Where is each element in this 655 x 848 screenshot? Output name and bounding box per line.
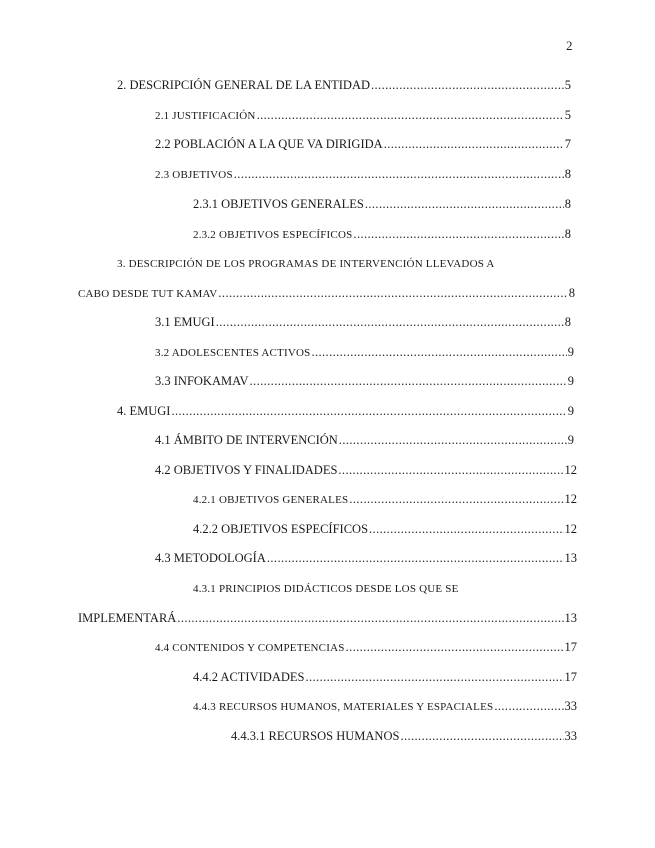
toc-entry-text: 2.3.2 OBJETIVOS ESPECÍFICOS — [193, 229, 353, 241]
dot-leader — [338, 462, 563, 478]
dot-leader — [346, 639, 564, 655]
toc-entry-page: 12 — [564, 522, 577, 536]
toc-entry-page: 5 — [564, 108, 571, 122]
toc-entry-page: 9 — [567, 374, 574, 388]
toc-entry[interactable] — [193, 491, 577, 508]
toc-entry[interactable] — [193, 226, 571, 243]
toc-entry-text: 4.4.3 RECURSOS HUMANOS, MATERIALES Y ESPACIALES — [193, 701, 494, 713]
toc-entry-text: 2. DESCRIPCIÓN GENERAL DE LA ENTIDAD — [117, 78, 370, 92]
toc-entry-page: 17 — [564, 670, 577, 684]
toc-entry[interactable] — [155, 373, 574, 389]
dot-leader — [311, 344, 566, 360]
toc-entry-wrapped-line[interactable] — [193, 580, 459, 597]
toc-entry[interactable] — [117, 403, 574, 419]
page-number: 2 — [566, 38, 573, 53]
toc-entry-page: 12 — [564, 492, 577, 506]
toc-entry-text: 2.3 OBJETIVOS — [155, 169, 233, 181]
toc-entry-page: 8 — [564, 197, 571, 211]
toc-entry-page: 33 — [564, 729, 577, 743]
toc-entry-text: 3.2 ADOLESCENTES ACTIVOS — [155, 347, 311, 359]
toc-entry-page: 13 — [564, 611, 577, 625]
dot-leader — [365, 196, 564, 212]
dot-leader — [494, 698, 563, 714]
toc-entry-page: 17 — [564, 640, 577, 654]
toc-entry[interactable] — [231, 728, 577, 744]
dot-leader — [400, 728, 563, 744]
toc-entry-text: 4.4.2 ACTIVIDADES — [193, 670, 305, 684]
dot-leader — [171, 403, 566, 419]
toc-entry[interactable] — [193, 196, 571, 212]
dot-leader — [353, 226, 563, 242]
dot-leader — [250, 373, 567, 389]
toc-entry[interactable] — [193, 669, 577, 685]
toc-entry-text: 3.1 EMUGI — [155, 315, 215, 329]
dot-leader — [384, 136, 564, 152]
dot-leader — [369, 521, 563, 537]
toc-entry-text: 3. DESCRIPCIÓN DE LOS PROGRAMAS DE INTERVENCIÓN LLEVADOS A — [117, 258, 495, 270]
toc-entry-page: 13 — [564, 551, 577, 565]
toc-entry[interactable] — [117, 77, 571, 93]
toc-entry[interactable] — [78, 285, 575, 302]
toc-entry-page: 8 — [564, 227, 571, 241]
toc-entry-text: 4.1 ÁMBITO DE INTERVENCIÓN — [155, 433, 338, 447]
toc-entry-text: 4.2.2 OBJETIVOS ESPECÍFICOS — [193, 522, 369, 536]
toc-entry[interactable] — [155, 550, 577, 566]
toc-entry-text: CABO DESDE TUT KAMAV — [78, 288, 218, 300]
dot-leader — [257, 107, 564, 123]
toc-entry-text: 4.3 METODOLOGÍA — [155, 551, 266, 565]
dot-leader — [349, 491, 563, 507]
toc-entry-text: 2.3.1 OBJETIVOS GENERALES — [193, 197, 364, 211]
toc-entry-page: 9 — [567, 345, 574, 359]
toc-entry[interactable] — [78, 610, 577, 626]
dot-leader — [305, 669, 563, 685]
toc-entry[interactable] — [155, 432, 574, 448]
toc-entry-page: 8 — [564, 167, 571, 181]
dot-leader — [216, 314, 564, 330]
toc-entry[interactable] — [155, 314, 571, 330]
toc-entry-page: 33 — [564, 699, 577, 713]
toc-entry-text: 4.4 CONTENIDOS Y COMPETENCIAS — [155, 642, 345, 654]
toc-entry-page: 5 — [564, 78, 571, 92]
dot-leader — [371, 77, 564, 93]
toc-entry[interactable] — [155, 107, 571, 124]
toc-entry[interactable] — [155, 639, 577, 656]
dot-leader — [339, 432, 567, 448]
dot-leader — [177, 610, 563, 626]
toc-entry-text: 4.3.1 PRINCIPIOS DIDÁCTICOS DESDE LOS QUE SE — [193, 583, 459, 595]
toc-entry-text: 2.1 JUSTIFICACIÓN — [155, 110, 256, 122]
toc-entry-page: 12 — [564, 463, 577, 477]
toc-entry-text: IMPLEMENTARÁ — [78, 611, 177, 625]
toc-entry-page: 7 — [564, 137, 571, 151]
toc-entry-text: 4.2.1 OBJETIVOS GENERALES — [193, 494, 349, 506]
dot-leader — [234, 166, 564, 182]
toc-entry[interactable] — [155, 166, 571, 183]
toc-entry-text: 4. EMUGI — [117, 404, 171, 418]
toc-entry-text: 4.4.3.1 RECURSOS HUMANOS — [231, 729, 400, 743]
toc-entry[interactable] — [193, 698, 577, 715]
toc-entry-text: 2.2 POBLACIÓN A LA QUE VA DIRIGIDA — [155, 137, 383, 151]
toc-entry[interactable] — [155, 462, 577, 478]
toc-entry-page: 8 — [568, 286, 575, 300]
toc-entry-wrapped-line[interactable] — [117, 255, 495, 272]
toc-entry-page: 9 — [567, 433, 574, 447]
toc-entry-text: 4.2 OBJETIVOS Y FINALIDADES — [155, 463, 338, 477]
toc-entry[interactable] — [155, 344, 574, 361]
dot-leader — [218, 285, 567, 301]
toc-entry-page: 8 — [564, 315, 571, 329]
toc-entry[interactable] — [193, 521, 577, 537]
toc-entry-text: 3.3 INFOKAMAV — [155, 374, 249, 388]
toc-entry[interactable] — [155, 136, 571, 152]
toc-entry-page: 9 — [567, 404, 574, 418]
dot-leader — [267, 550, 564, 566]
